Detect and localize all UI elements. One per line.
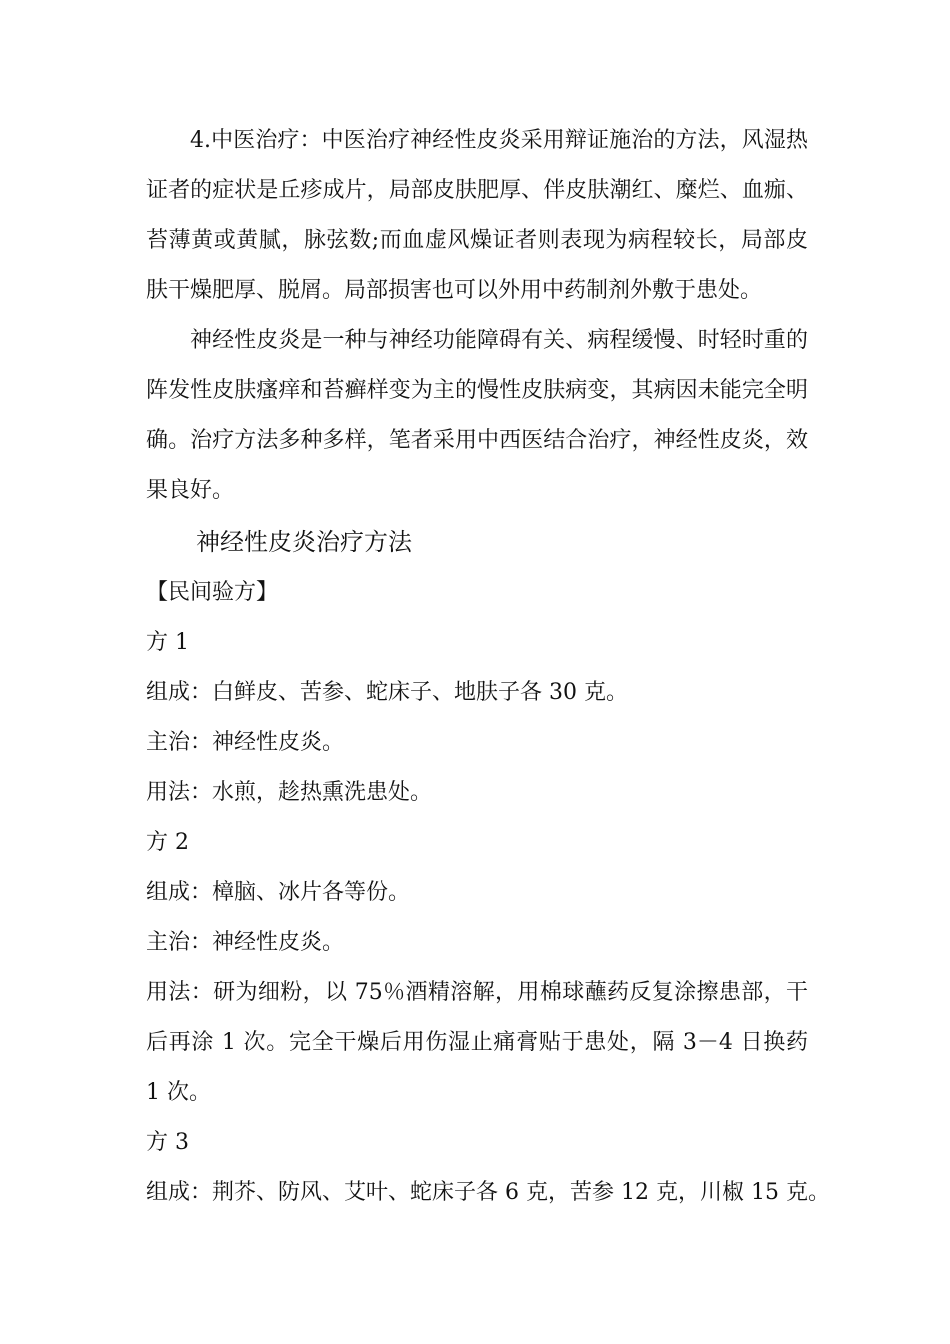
remedy-2-name: 方 2 [146, 830, 189, 855]
section-title: 神经性皮炎治疗方法 [196, 528, 412, 556]
paragraph-tcm-treatment: 4.中医治疗：中医治疗神经性皮炎采用辩证施治的方法，风湿热证者的症状是丘疹成片，局部皮肤肥厚、伴皮肤潮红、糜烂、血痂、苔薄黄或黄腻，脉弦数;而血虚风燥证者则表现为病程较长，局部皮肤干燥肥厚、脱屑。局部损害也可以外用中药制剂外敷于患处。 [146, 128, 808, 303]
remedy-1-composition: 组成：白鲜皮、苦参、蛇床子、地肤子各 30 克。 [146, 680, 628, 705]
remedy-3-name: 方 3 [146, 1130, 189, 1155]
remedy-1-name: 方 1 [146, 630, 189, 655]
remedy-1-indication: 主治：神经性皮炎。 [146, 730, 345, 755]
remedy-2-usage: 用法：研为细粉，以 75％酒精溶解，用棉球蘸药反复涂擦患部，干后再涂 1 次。完全干燥后用伤湿止痛膏贴于患处，隔 3－4 日换药 1 次。 [146, 980, 808, 1105]
remedy-2-indication: 主治：神经性皮炎。 [146, 930, 345, 955]
remedy-2-composition: 组成：樟脑、冰片各等份。 [146, 880, 411, 905]
paragraph-summary: 神经性皮炎是一种与神经功能障碍有关、病程缓慢、时轻时重的阵发性皮肤瘙痒和苔癣样变为主的慢性皮肤病变，其病因未能完全明确。治疗方法多种多样，笔者采用中西医结合治疗，神经性皮炎，效果良好。 [146, 328, 808, 503]
subsection-title: 【民间验方】 [146, 580, 279, 605]
remedy-3-composition: 组成：荆芥、防风、艾叶、蛇床子各 6 克，苦参 12 克，川椒 15 克。 [146, 1180, 830, 1205]
document-body [146, 116, 830, 1218]
remedy-1-usage: 用法：水煎，趁热熏洗患处。 [146, 780, 433, 805]
